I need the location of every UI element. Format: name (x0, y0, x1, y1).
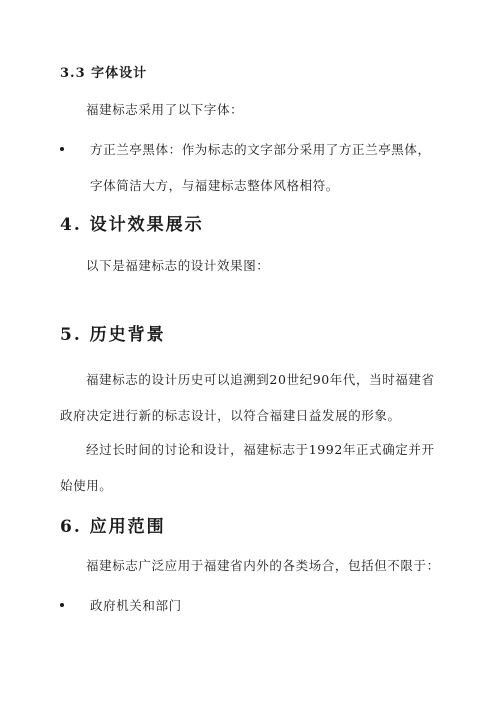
list-item-line-2: 字体简洁大方，与福建标志整体风格相符。 (90, 178, 339, 193)
bullet-icon (60, 147, 64, 151)
section-3-3-heading: 3.3 字体设计 (60, 66, 148, 81)
list-item-line-1: 方正兰亭黑体：作为标志的文字部分采用了方正兰亭黑体， (90, 142, 431, 157)
section-4-heading: 4. 设计效果展示 (60, 215, 204, 235)
section-5-heading: 5. 历史背景 (60, 325, 166, 345)
section-6-heading: 6. 应用范围 (60, 517, 166, 537)
list-item-text: 政府机关和部门 (90, 598, 182, 613)
list-item (72, 588, 182, 624)
bullet-icon (60, 603, 64, 607)
section-5-paragraph-1: 福建标志的设计历史可以追溯到20世纪90年代，当时福建省政府决定进行新的标志设计，以符合福建日益发展的形象。 (60, 372, 435, 423)
section-5-paragraph-2: 经过长时间的讨论和设计，福建标志于1992年正式确定并开始使用。 (60, 442, 435, 493)
section-3-3-intro: 福建标志采用了以下字体： (86, 102, 244, 117)
section-4-intro: 以下是福建标志的设计效果图： (86, 258, 270, 273)
list-item (72, 132, 431, 204)
section-6-intro: 福建标志广泛应用于福建省内外的各类场合，包括但不限于： (86, 558, 440, 573)
